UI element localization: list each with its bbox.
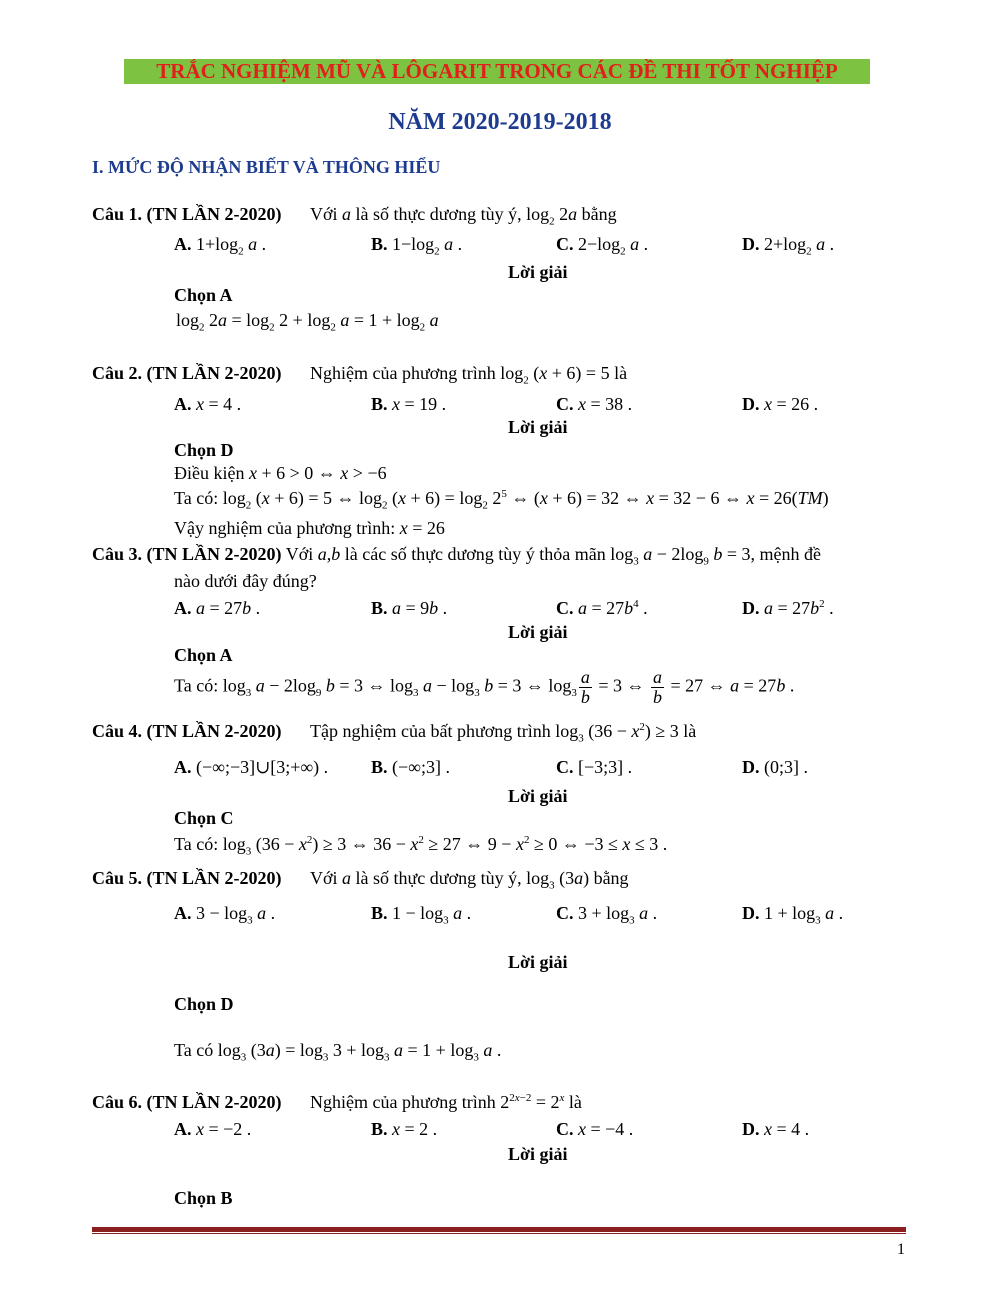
q4-solution: Ta có: $\log_3 (36 - x^2) \ge 3$ ⇔ $36 - x^2 \ge 27$ ⇔ $9 - x^2 \ge 0$ ⇔ −3 ≤ x ≤ 3 . [174,834,668,858]
q5-option-b: B. $1 - \log_3 a$ . [371,903,472,927]
q1-option-c: C. $2-\log_2$ a . [556,234,649,258]
question-4-label: Câu 4. (TN LẦN 2-2020) [92,721,282,741]
q3-answer: Chọn A [174,645,233,665]
q3-option-d: D. $a = 27b^2$ . [742,598,834,618]
question-3 [92,544,821,566]
q2-option-a: A. x = 4 . [174,394,242,414]
question-3-label: Câu 3. (TN LẦN 2-2020) [92,544,282,564]
q6-option-b: B. x = 2 . [371,1119,438,1139]
question-5 [92,868,629,890]
q6-option-c: C. x = −4 . [556,1119,634,1139]
q4-option-a: A. (−∞;−3]∪[3;+∞) . [174,757,329,777]
page-number: 1 [897,1241,905,1258]
q3-option-a: A. a = 27b . [174,598,261,618]
q2-answer: Chọn D [174,440,234,460]
question-3-text: Với a,b là các số thực dương tùy ý thỏa mãn $\log_3 a - 2\log_9$ b = 3, mệnh đề [285,544,821,568]
question-1-label: Câu 1. (TN LẦN 2-2020) [92,204,282,224]
q5-solution: Ta có $\log_3 (3a) = \log_3 3 + \log_3 a = 1 + \log_3 a$ . [174,1040,502,1064]
q3-option-b: B. a = 9b . [371,598,448,618]
document-title: TRẮC NGHIỆM MŨ VÀ LÔGARIT TRONG CÁC ĐỀ THI TỐT NGHIỆP [124,59,870,84]
question-5-text: Với a là số thực dương tùy ý, $\log_3 (3a)$ bằng [310,868,629,892]
q4-option-c: C. [−3;3] . [556,757,633,777]
q6-solution-label: Lời giải [508,1144,568,1164]
q2-condition: Điều kiện x + 6 > 0 ⇔ x > −6 [174,463,387,483]
q1-option-d: D. $2+\log_2$ a . [742,234,835,258]
q3-solution: Ta có: $\log_3 a - 2\log_9$ b = 3 ⇔ $\log_3 a - \log_3 b = 3$ ⇔ $\log_3$ $\frac{a}{b}$ = 3 ⇔ $\frac{a}{b}$ = 27 ⇔ a = 27b . [174,667,795,707]
question-1-text: Với a là số thực dương tùy ý, $\log_2 2a$ bằng [310,204,617,228]
q1-answer: Chọn A [174,285,233,305]
q2-conclusion: Vậy nghiệm của phương trình: x = 26 [174,518,445,538]
question-5-label: Câu 5. (TN LẦN 2-2020) [92,868,282,888]
question-6 [92,1092,582,1114]
document-subtitle: NĂM 2020-2019-2018 [388,109,612,135]
q2-option-d: D. x = 26 . [742,394,819,414]
question-6-label: Câu 6. (TN LẦN 2-2020) [92,1092,282,1112]
footer-rule [92,1227,906,1232]
q4-option-b: B. (−∞;3] . [371,757,450,777]
q1-solution-label: Lời giải [508,262,568,282]
q5-option-d: D. $1 + \log_3 a$ . [742,903,844,927]
question-2-text: Nghiệm của phương trình $\log_2 (x + 6) = 5$ là [310,363,628,387]
question-2 [92,363,627,385]
question-4-text: Tập nghiệm của bất phương trình $\log_3 (36 - x^2) \ge 3$ là [310,721,697,745]
q1-option-a: A. $1+\log_2$ a . [174,234,267,258]
q1-option-b: B. $1-\log_2$ a . [371,234,463,258]
q5-answer: Chọn D [174,994,234,1014]
q2-solution-label: Lời giải [508,417,568,437]
question-2-label: Câu 2. (TN LẦN 2-2020) [92,363,282,383]
q5-solution-label: Lời giải [508,952,568,972]
q4-answer: Chọn C [174,808,234,828]
q5-option-c: C. $3 + \log_3 a$ . [556,903,658,927]
q6-option-a: A. x = −2 . [174,1119,252,1139]
q2-option-b: B. x = 19 . [371,394,447,414]
q3-option-c: C. $a = 27b^4$ . [556,598,648,618]
q6-answer: Chọn B [174,1188,233,1208]
section-heading: I. MỨC ĐỘ NHẬN BIẾT VÀ THÔNG HIỂU [92,157,441,177]
q1-solution: $\log_2 2a = \log_2 2 + \log_2 a = 1 + \log_2 a$ [176,310,439,334]
q6-option-d: D. x = 4 . [742,1119,810,1139]
q4-option-d: D. (0;3] . [742,757,808,777]
q4-solution-label: Lời giải [508,786,568,806]
question-6-text: Nghiệm của phương trình $2^{2x-2} = 2^x$ là [310,1092,582,1112]
question-4 [92,721,696,743]
footer-rule-thin [92,1233,906,1234]
question-1 [92,204,617,226]
q5-option-a: A. $3 - \log_3 a$ . [174,903,276,927]
q2-option-c: C. x = 38 . [556,394,633,414]
question-3-text-cont: nào dưới đây đúng? [174,571,317,591]
q3-solution-label: Lời giải [508,622,568,642]
q2-solution: Ta có: $\log_2 (x + 6) = 5$ ⇔ $\log_2 (x + 6) = \log_2 2^5$ ⇔ (x + 6) = 32 ⇔ x = 32 − 6 ⇔ x = 26(TM) [174,488,829,512]
